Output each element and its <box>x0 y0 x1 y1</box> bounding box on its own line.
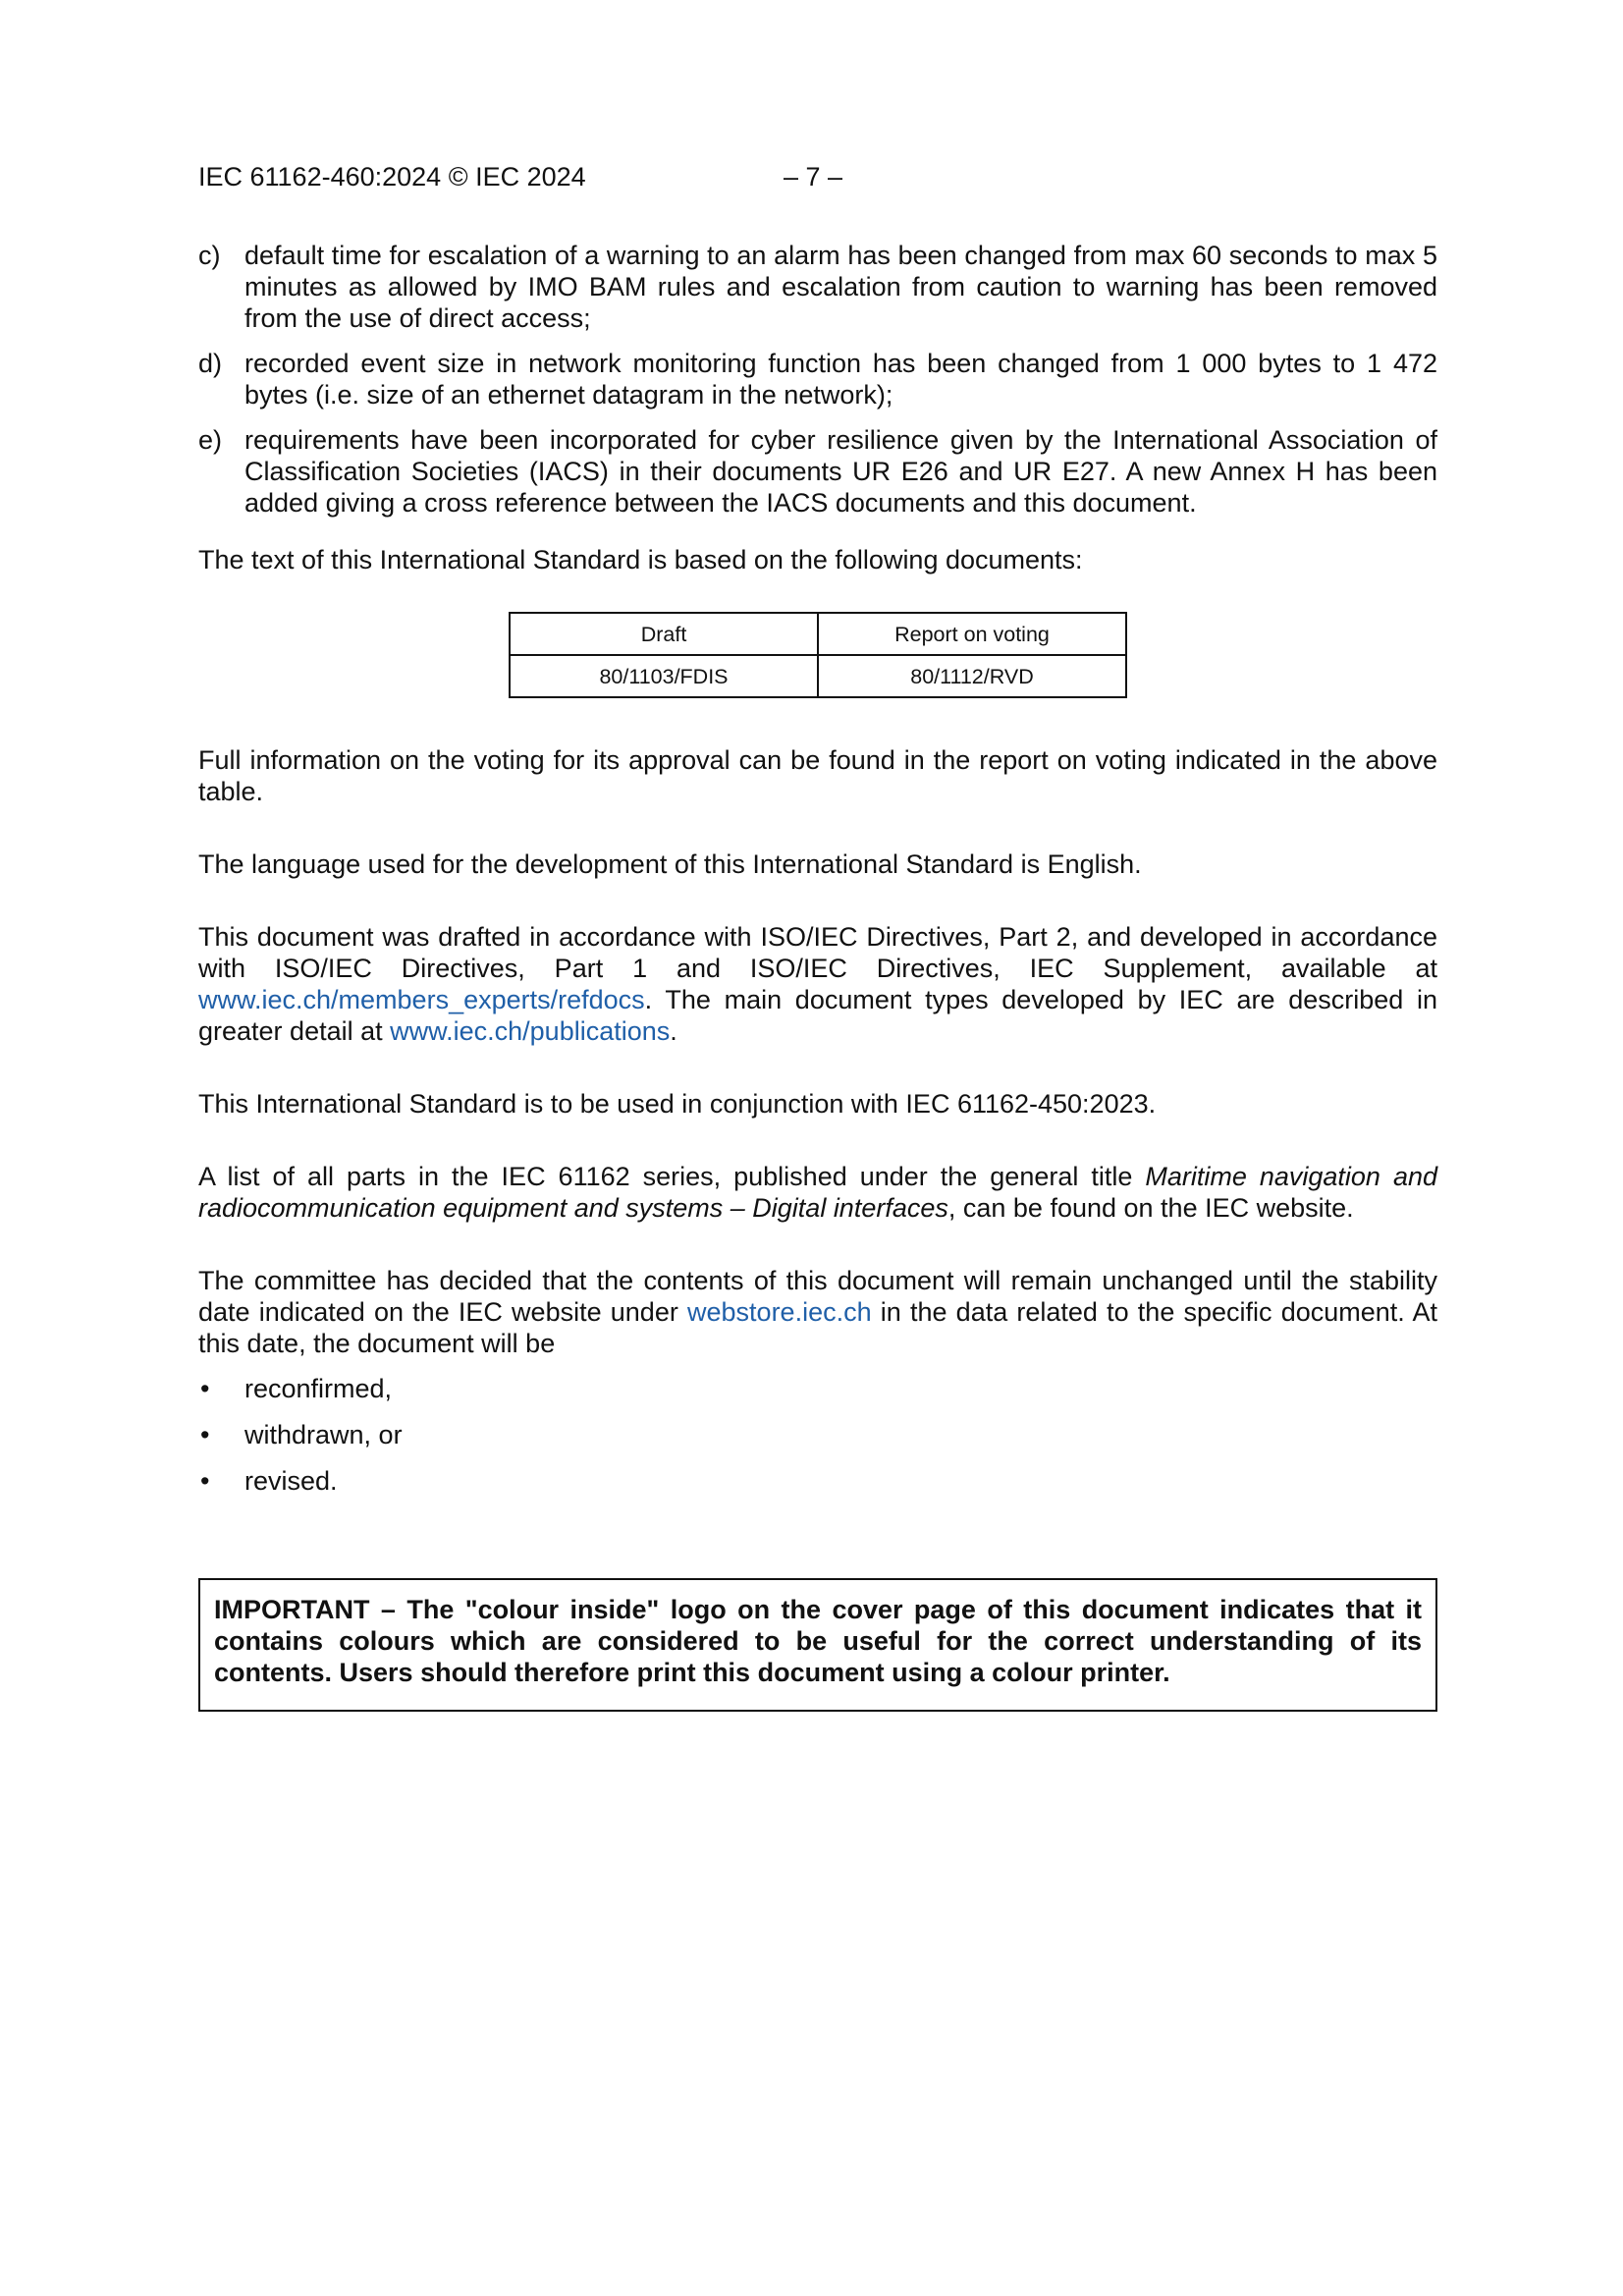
bullet: • <box>200 1466 210 1496</box>
refdocs-link[interactable]: www.iec.ch/members_experts/refdocs <box>198 985 645 1014</box>
list-text: revised. <box>244 1466 338 1496</box>
important-notice-box <box>198 1578 1437 1712</box>
directives-text-2: . The main document types developed by IEC are described in greater detail at <box>198 985 1437 1046</box>
directives-paragraph <box>198 921 1437 1047</box>
series-text-2: , can be found on the IEC website. <box>947 1193 1354 1223</box>
directives-text-1: This document was drafted in accordance with ISO/IEC Directives, Part 2, and developed in accordance with ISO/IEC Directives, Part 1 and ISO/IEC Directives, IEC Supplement, available at <box>198 922 1437 983</box>
table-cell-draft: 80/1103/FDIS <box>510 655 818 697</box>
series-paragraph <box>198 1161 1437 1224</box>
voting-table <box>509 612 1127 698</box>
stability-text-2: in the data related to the specific document. At this date, the document will be <box>198 1297 1437 1358</box>
webstore-link[interactable]: webstore.iec.ch <box>687 1297 872 1327</box>
list-item <box>198 1465 1437 1497</box>
list-marker: c) <box>198 241 221 270</box>
voting-info-paragraph: Full information on the voting for its approval can be found in the report on voting indicated in the above table. <box>198 745 1437 806</box>
table-header-report: Report on voting <box>818 613 1126 655</box>
list-item <box>198 1419 1437 1450</box>
list-marker: d) <box>198 349 223 378</box>
stability-paragraph <box>198 1265 1437 1359</box>
bullet: • <box>200 1420 210 1449</box>
list-text: default time for escalation of a warning to an alarm has been changed from max 60 seconds to max 5 minutes as allowed by IMO BAM rules and escalation from caution to warning has been removed from the use of direct access; <box>244 241 1437 333</box>
list-text: reconfirmed, <box>244 1374 393 1403</box>
table-header-row <box>510 613 1126 655</box>
table-row <box>510 655 1126 697</box>
important-notice-text: IMPORTANT – The "colour inside" logo on the cover page of this document indicates that it contains colours which are considered to be useful for the correct understanding of its contents. Users should therefore print this document using a colour printer. <box>214 1595 1422 1687</box>
changes-list <box>198 240 1437 519</box>
publications-link[interactable]: www.iec.ch/publications <box>390 1016 671 1046</box>
page-number: – 7 – <box>784 162 843 191</box>
conjunction-paragraph: This International Standard is to be used in conjunction with IEC 61162-450:2023. <box>198 1089 1157 1119</box>
series-text-1: A list of all parts in the IEC 61162 series, published under the general title <box>198 1162 1146 1191</box>
list-text: requirements have been incorporated for cyber resilience given by the International Association of Classification Societies (IACS) in their documents UR E26 and UR E27. A new Annex H has been added giving a cross reference between the IACS documents and this document. <box>244 425 1437 518</box>
list-text: withdrawn, or <box>244 1420 403 1449</box>
intro-table-paragraph: The text of this International Standard is based on the following documents: <box>198 545 1083 574</box>
bullet: • <box>200 1374 210 1403</box>
series-title: Maritime navigation and radiocommunication equipment and systems – Digital interfaces <box>198 1162 1437 1223</box>
page-content <box>198 240 1437 1712</box>
list-item-e <box>198 424 1437 519</box>
outcomes-list <box>198 1373 1437 1497</box>
document-reference: IEC 61162-460:2024 © IEC 2024 <box>198 162 586 191</box>
directives-text-3: . <box>670 1016 677 1046</box>
table-header-draft: Draft <box>510 613 818 655</box>
language-paragraph: The language used for the development of this International Standard is English. <box>198 849 1142 879</box>
stability-text-1: The committee has decided that the contents of this document will remain unchanged until the stability date indicated on the IEC website under <box>198 1266 1437 1327</box>
table-cell-report: 80/1112/RVD <box>818 655 1126 697</box>
list-item <box>198 1373 1437 1404</box>
list-text: recorded event size in network monitoring function has been changed from 1 000 bytes to 1 472 bytes (i.e. size of an ethernet datagram in the network); <box>244 349 1437 410</box>
list-item-d <box>198 348 1437 410</box>
list-marker: e) <box>198 425 223 455</box>
list-item-c <box>198 240 1437 334</box>
